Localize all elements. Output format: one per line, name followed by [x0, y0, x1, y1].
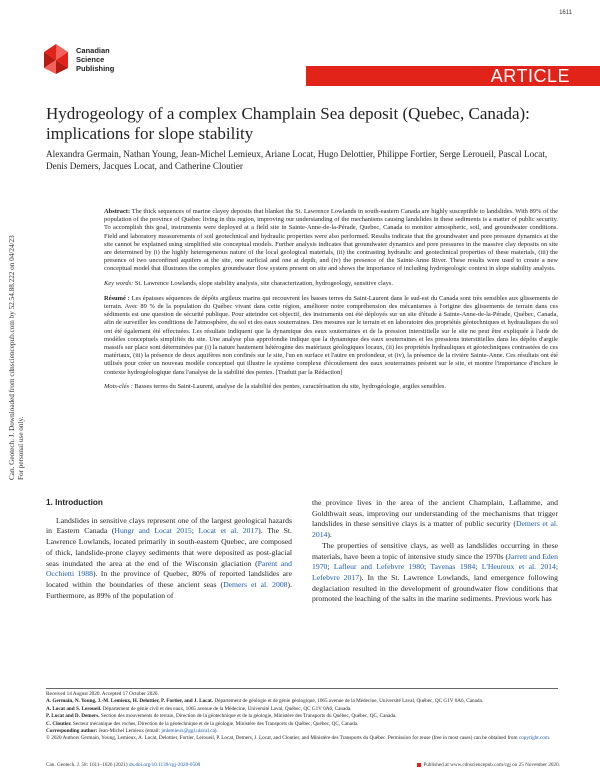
body-text: Landslides in sensitive clays represent one of the largest geological hazards in Eastern Canada ( [46, 515, 292, 536]
intro-paragraph-1 [46, 516, 292, 602]
body-text: ). [327, 530, 332, 540]
affiliation-1: A. Germain, N. Young, J.-M. Lemieux, H. Delottier, P. Fortier, and J. Locat. Département de géologie et de génie géologique, 1065 avenue de la Médecine, Université Laval, Québec, QC G1V 0A6, Canada. [46, 698, 484, 705]
body-text: ; [475, 562, 482, 572]
copyright-link[interactable]: copyright.com [518, 735, 549, 742]
body-text: The properties of sensitive clays, as well as landslides occurring in these materials, have been a topic of intensive study since the 1970s ( [312, 540, 558, 561]
red-square-icon [417, 763, 421, 767]
resume-paragraph: Résumé : Les épaisses séquences de dépôts argileux marins qui recouvrent les basses terres du Saint-Laurent dans le sud-est du Canada sont très sensibles aux glissements de terrain. Avec 89 % de la population du Québec vivant dans cette région, améliorer notre compréhension des mécanismes à l'origine des glissements de terrain dans ces sédiments est une question de sécurité publique. Pour atteindre cet objectif, des instruments ont été déployés sur un site d'étude à Sainte-Anne-de-la-Pérade, Québec, Canada, afin de surveiller les conditions de l'atmosphère, du sol et des eaux souterraines. Des mesures sur le terrain et en laboratoire des propriétés géotechniques et hydrauliques du sol ont été également été effectuées. Les résultats indiquent que la dynamique des eaux souterraines et de la pression interstitielle sur le site ne peut être expliquée à l'aide de modèles conceptuels simplifiés du site. Une analyse plus approfondie indique que la dynamique des eaux souterraines et les pressions interstitielles dans les dépôts d'argile massifs sur place sont déterminées par (i) la nature hautement hétérogène des matériaux géologiques locaux, (ii) les propriétés hydrauliques et géotechniques contrastées de ces matériaux, (iii) la présence de deux aquifères non confinés sur le site, l'un en surface et l'autre en profondeur, et (iv), la présence de la rivière Sainte-Anne. Ces résultats ont été utilisés pour créer un nouveau modèle conceptuel qui illustre le système complexe d'écoulement des eaux souterraines présent sur le site, et montre l'importance d'inclure le contexte hydrogéologique dans l'analyse de la stabilité des pentes. [Traduit par la Rédaction] [104, 294, 559, 376]
citation-link[interactable]: Lefebvre 2017 [312, 572, 360, 582]
copyright-notice: © 2020 Authors Germain, Young, Lemieux, A. Locat, Delottier, Fortier, Leroueil, P. Locat, Demers, J. Locat, and Cloutier, and Ministère des Transports du Québec. Permission for reuse (free in most cases) can be obtained from copyright.com. [46, 735, 551, 742]
citation-link[interactable]: Tavenas 1984 [430, 562, 476, 572]
body-text: ; [423, 562, 431, 572]
publisher-logo[interactable] [42, 38, 152, 78]
citation-link[interactable]: Demers et al. 2014 [312, 519, 558, 540]
body-column-left [46, 498, 292, 601]
body-text: ). In the St. Lawrence Lowlands, land emergence following deglaciation resulted in the development of groundwater flow conditions that promoted the leaching of the salts in the marine sediments. Previous work has [312, 572, 558, 604]
body-text: the province lives in the area of the ancient Champlain, Laflamme, and Goldthwait seas, improving our understanding of the mechanisms that trigger landslides in these sensitive clays is a matter of public security ( [312, 498, 558, 529]
intro-paragraph-2 [312, 541, 558, 605]
body-text: ; [327, 562, 334, 572]
body-column-right [312, 498, 558, 605]
journal-citation: Can. Geotech. J. 58: 1611–1626 (2021) [46, 762, 129, 768]
published-note: Published at www.cdnsciencepub.com/cgj on 25 November 2020. [417, 762, 560, 769]
citation-link[interactable]: Jarrett and Eden 1970 [312, 551, 558, 572]
body-text: ). Furthermore, as 89% of the population of [46, 579, 292, 600]
affiliation-4: C. Cloutier. Secteur mécanique des roches, Direction de la géotechnique et de la géologie, Ministère des Transports du Québec, Québec, QC, Canada. [46, 720, 359, 727]
citation-link[interactable]: Locat et al. 2017 [198, 526, 259, 536]
intro-paragraph-1-continued [312, 498, 558, 541]
paper-title: Hydrogeology of a complex Champlain Sea deposit (Quebec, Canada): implications for slope stability [46, 104, 530, 143]
body-text: ). In the province of Quebec, 80% of reported landslides are located within the boundaries of these ancient seas ( [46, 569, 292, 589]
publisher-name: Canadian Science Publishing [76, 46, 115, 73]
affiliation-2: A. Locat and S. Leroueil. Département de génie civil et des eaux, 1065 avenue de la Médecine, Université Laval, Québec, QC G1V 0A6, Canada. [46, 705, 352, 712]
citation-link[interactable]: Parent and Occhietti 1988 [46, 558, 292, 579]
citation-link[interactable]: Hungr and Locat 2015 [114, 526, 192, 536]
abstract-section [104, 208, 558, 391]
keywords: Key words: St. Lawrence Lowlands, slope stability analysis, site characterization, hydrogeology, sensitive clays. [104, 279, 393, 287]
footnote-divider [46, 688, 558, 689]
body-text: ; [191, 526, 199, 536]
corresponding-author: Corresponding author: Jean-Michel Lemieux (email: jmlemieux@ggl.ulaval.ca). [46, 728, 218, 735]
doi-link[interactable]: dx.doi.org/10.1139/cgj-2020-0500 [128, 762, 201, 768]
page-footer [46, 762, 560, 769]
affiliation-3: P. Locat and D. Demers. Section des mouvements de terrain, Direction de la géotechnique et de la géologie, Ministère des Transports du Québec, Québec, QC, Canada. [46, 713, 397, 720]
download-side-note: Can. Geotech. J. Downloaded from cdnsciencepub.com by 52.54.88.222 on 04/24/23 For personal use only. [8, 235, 25, 480]
section-heading-introduction: 1. Introduction [46, 498, 103, 507]
body-text: ). The St. Lawrence Lowlands, located primarily in south-eastern Quebec, are composed of thick, landslide-prone clayey sediments that were deposited as post-glacial seas inundated the area at the end of the Wisconsin glaciation ( [46, 526, 292, 568]
citation-link[interactable]: L'Heureux et al. 2014 [481, 562, 556, 572]
article-type-label: ARTICLE [490, 66, 570, 86]
author-email-link[interactable]: jmlemieux@ggl.ulaval.ca [161, 728, 215, 735]
body-text: ; [555, 562, 559, 572]
abstract-paragraph: Abstract: The thick sequences of marine clayey deposits that blanket the St. Lawrence Lowlands in south-eastern Canada are highly susceptible to landslides. With 89% of the population of the province of Quebec living in this region, improving our understanding of the mechanisms causing landslides in these sediments is a matter of public security. To accomplish this goal, instruments were deployed at a field site in Sainte-Anne-de-la-Pérade, Quebec, Canada to monitor atmospheric, soil, and groundwater conditions. Field and laboratory measurements of soil geotechnical and hydraulic properties were also performed. Results indicate that the groundwater and pore pressure dynamics at the site cannot be explained using simplified site conceptual models. Further analysis indicates that groundwater dynamics and pore pressures in the massive clay deposits on site are determined by (i) the highly heterogeneous nature of the local geological materials, (ii) the contrasting hydraulic and geotechnical properties of these materials, (iii) the presence of two unconfined aquifers at the site, one surficial and one at depth, and (iv) the presence of the Sainte-Anne River. These results were used to create a new conceptual model that illustrates the complex groundwater flow system present on site and shows the importance of including hydrogeologic context in slope stability analysis. [104, 208, 558, 273]
citation-link[interactable]: Demers et al. 2008 [223, 579, 288, 589]
csp-logo-icon [42, 42, 70, 76]
mots-cles: Mots-clés : Basses terres du Saint-Laurent, analyse de la stabilité des pentes, caractérisation du site, hydrogéologie, argiles sensibles. [104, 382, 447, 390]
footnotes [46, 691, 558, 743]
received-dates: Received 14 August 2020. Accepted 17 October 2020. [46, 691, 159, 697]
page-number: 1611 [559, 10, 572, 16]
citation-link[interactable]: Lafleur and Lefebvre 1980 [333, 562, 424, 572]
author-list: Alexandra Germain, Nathan Young, Jean-Michel Lemieux, Ariane Locat, Hugo Delottier, Philippe Fortier, Serge Leroueil, Pascal Locat, Denis Demers, Jacques Locat, and Catherine Cloutier [46, 149, 548, 171]
